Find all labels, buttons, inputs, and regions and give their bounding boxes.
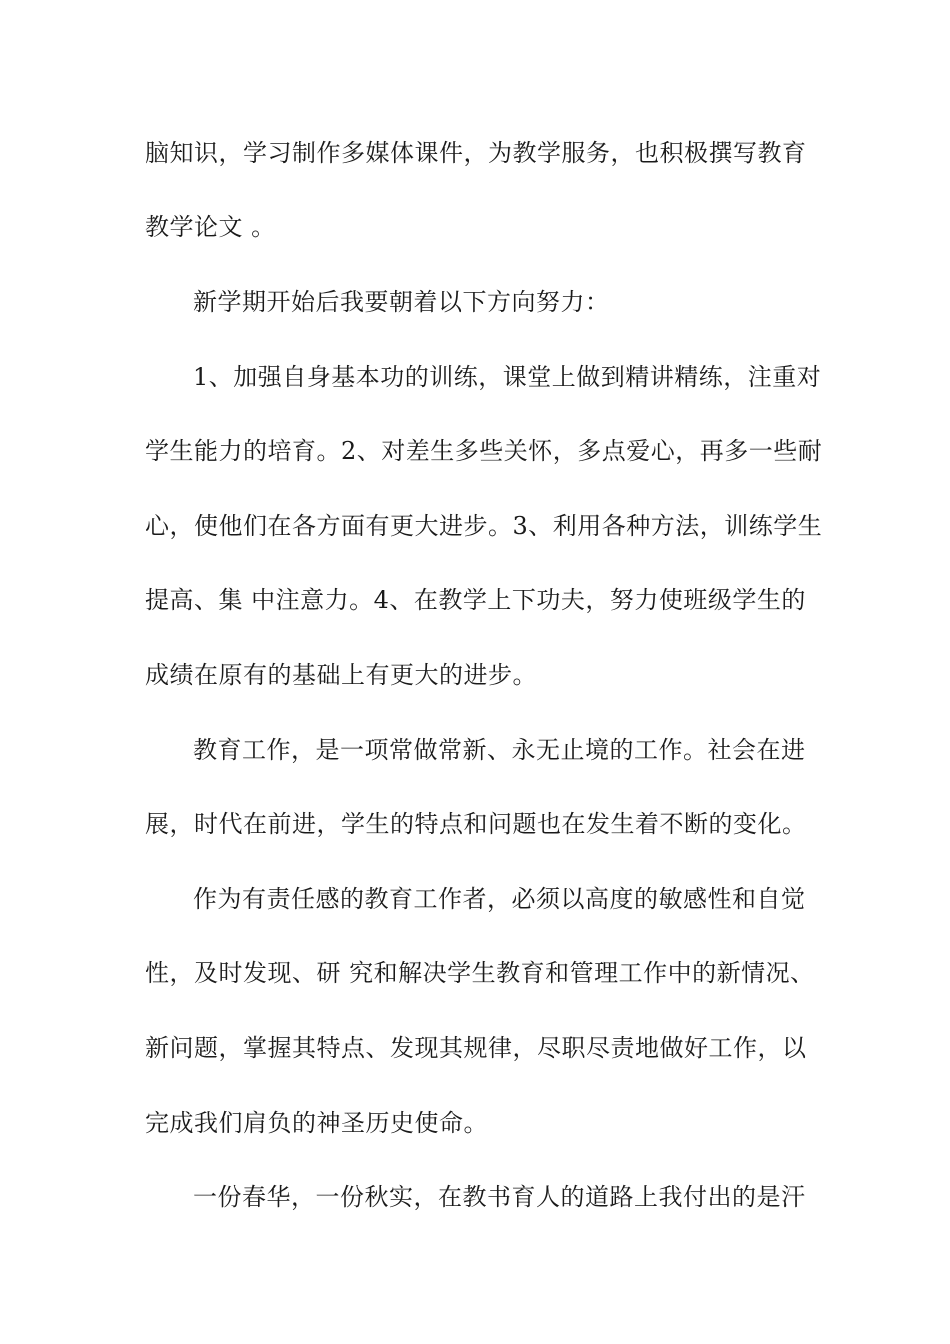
text-line: 完成我们肩负的神圣历史使命。: [145, 1109, 488, 1137]
paragraph-first-line: 教育工作，是一项常做常新、永无止境的工作。社会在进: [193, 736, 806, 764]
text-line: 性，及时发现、研 究和解决学生教育和管理工作中的新情况、: [145, 959, 815, 987]
text-line: 学生能力的培育。2、对差生多些关怀，多点爱心，再多一些耐: [145, 437, 823, 465]
paragraph-first-line: 作为有责任感的教育工作者，必须以高度的敏感性和自觉: [193, 885, 806, 913]
paragraph-first-line: 一份春华，一份秋实，在教书育人的道路上我付出的是汗: [193, 1183, 806, 1211]
text-line: 心，使他们在各方面有更大进步。3、利用各种方法，训练学生: [145, 512, 823, 540]
text-line: 新问题，掌握其特点、发现其规律，尽职尽责地做好工作，以: [145, 1034, 807, 1062]
text-line: 教学论文 。: [145, 213, 276, 241]
text-line: 展，时代在前进，学生的特点和问题也在发生着不断的变化。: [145, 810, 807, 838]
paragraph-first-line: 1、加强自身基本功的训练，课堂上做到精讲精练，注重对: [193, 363, 822, 391]
text-line: 脑知识，学习制作多媒体课件，为教学服务，也积极撰写教育: [145, 139, 807, 167]
paragraph-first-line: 新学期开始后我要朝着以下方向努力：: [193, 288, 610, 316]
text-line: 成绩在原有的基础上有更大的进步。: [145, 661, 537, 689]
text-line: 提高、集 中注意力。4、在教学上下功夫，努力使班级学生的: [145, 586, 806, 614]
